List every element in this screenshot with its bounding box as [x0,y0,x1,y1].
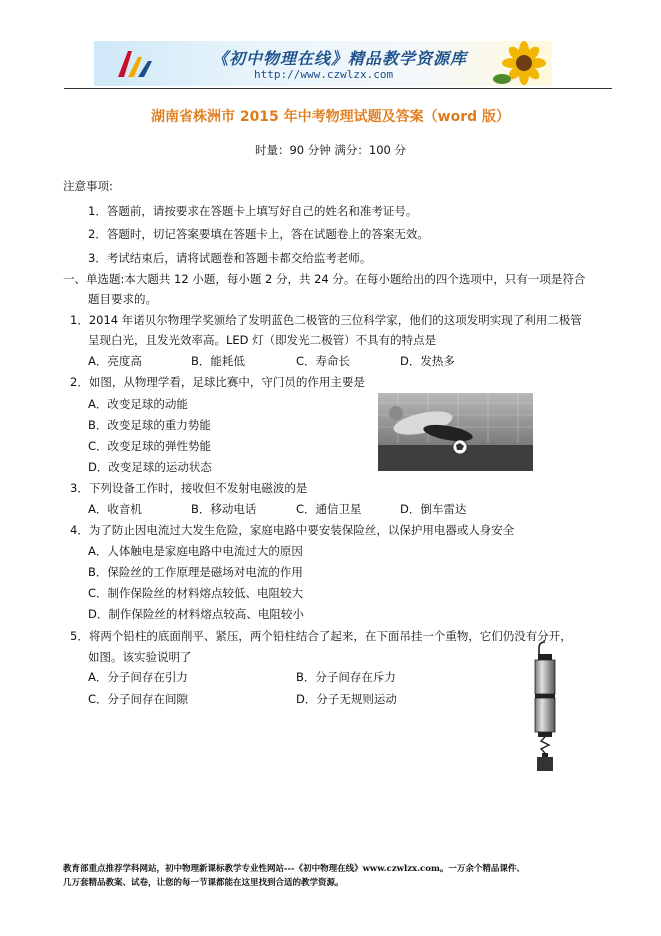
q4-option-d: D．制作保险丝的材料熔点较高、电阻较小 [88,607,304,621]
q1-option-a: A．亮度高 [88,354,142,368]
q3-option-d: D．倒车雷达 [400,502,467,516]
header-rule [64,88,612,89]
banner-title: 《初中物理在线》精品教学资源库 [212,49,468,68]
section-heading: 一、单选题:本大题共 12 小题，每小题 2 分，共 24 分。在每小题给出的四个选项中，只有一项是符合 [63,272,586,286]
sunflower-icon [492,41,552,86]
q3-option-a: A．收音机 [88,502,142,516]
q2-option-a: A．改变足球的动能 [88,397,188,411]
notice-heading: 注意事项: [63,179,113,193]
q3-option-c: C．通信卫星 [296,502,362,516]
q2-option-d: D．改变足球的运动状态 [88,460,212,474]
question-5-stem-cont: 如图。该实验说明了 [88,650,192,664]
q1-option-c: C．寿命长 [296,354,351,368]
question-4-stem: 4．为了防止因电流过大发生危险，家庭电路中要安装保险丝，以保护用电器或人身安全 [70,523,515,537]
question-3-stem: 3．下列设备工作时，接收但不发射电磁波的是 [70,481,308,495]
goalkeeper-photo [378,393,533,471]
q3-option-b: B．移动电话 [191,502,257,516]
question-1-stem-cont: 呈现白光，且发光效率高。LED 灯（即发光二极管）不具有的特点是 [88,333,437,347]
q2-option-b: B．改变足球的重力势能 [88,418,211,432]
q5-option-b: B．分子间存在斥力 [296,670,396,684]
q5-option-a: A．分子间存在引力 [88,670,188,684]
q5-option-c: C．分子间存在间隙 [88,692,189,706]
exam-subtitle: 时量：90 分钟 满分：100 分 [254,143,407,157]
q4-option-b: B．保险丝的工作原理是磁场对电流的作用 [88,565,303,579]
banner-url: http://www.czwlzx.com [254,68,394,81]
notice-item: 3．考试结束后，请将试题卷和答题卡都交给监考老师。 [88,251,372,265]
footer-line: 教育部重点推荐学科网站，初中物理新课标教学专业性网站---《初中物理在线》www.czwlzx.com。一万余个精品课件、 [63,864,525,874]
question-2-stem: 2．如图，从物理学看，足球比赛中，守门员的作用主要是 [70,375,365,389]
q4-option-c: C．制作保险丝的材料熔点较低、电阻较大 [88,586,304,600]
q1-option-d: D．发热多 [400,354,455,368]
page-title: 湖南省株洲市 2015 年中考物理试题及答案（word 版） [150,109,511,125]
section-heading-cont: 题目要求的。 [88,292,157,306]
footer-line: 几万套精品教案、试卷，让您的每一节课都能在这里找到合适的教学资源。 [63,878,344,888]
q2-option-c: C．改变足球的弹性势能 [88,439,212,453]
site-logo-icon [114,47,158,83]
notice-item: 2．答题时，切记答案要填在答题卡上，答在试题卷上的答案无效。 [88,227,429,241]
q4-option-a: A．人体触电是家庭电路中电流过大的原因 [88,544,303,558]
header-banner [94,41,552,86]
question-5-stem: 5．将两个铅柱的底面削平、紧压，两个铅柱结合了起来，在下面吊挂一个重物，它们仍没有分开， [70,629,572,643]
q5-option-d: D．分子无规则运动 [296,692,397,706]
notice-item: 1．答题前，请按要求在答题卡上填写好自己的姓名和准考证号。 [88,204,418,218]
question-1-stem: 1．2014 年诺贝尔物理学奖颁给了发明蓝色二极管的三位科学家，他们的这项发明实现了利用二极管 [70,313,582,327]
lead-cylinders-figure [528,640,562,774]
page-footer [63,862,603,890]
q1-option-b: B．能耗低 [191,354,245,368]
